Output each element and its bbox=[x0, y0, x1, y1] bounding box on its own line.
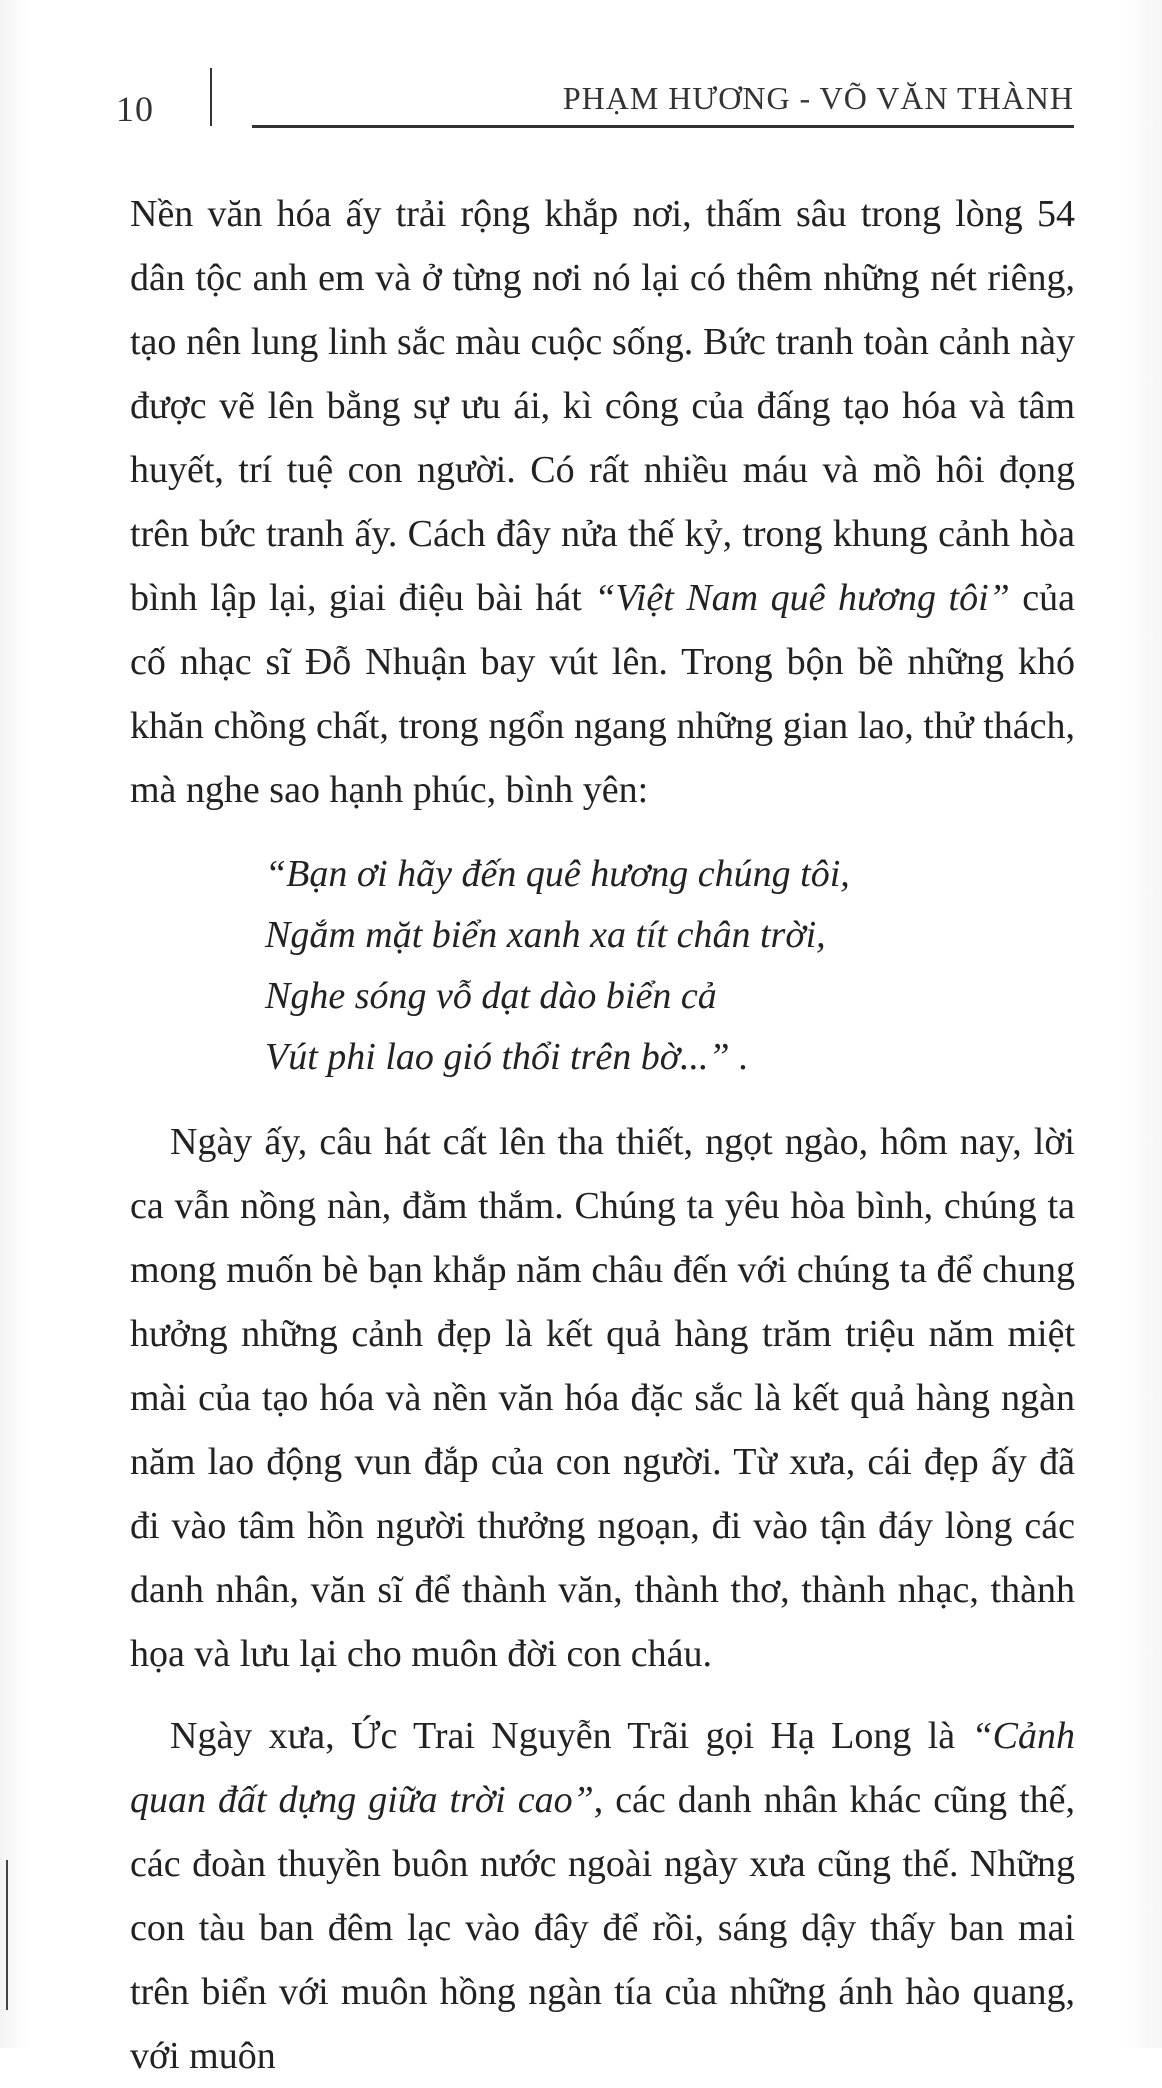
paragraph-3-tail: , các danh nhân khác cũng thế, các đoàn thuyền buôn nước ngoài ngày xưa cũng thế. Những con tàu ban đêm lạc vào đây để rồi, sáng dậy thấy ban mai trên biển với muôn hồng ngàn tía của những ánh hào quang, với muôn bbox=[130, 1779, 1075, 2077]
header-rule bbox=[252, 125, 1074, 128]
spacer bbox=[130, 822, 1075, 844]
spacer bbox=[130, 1088, 1075, 1110]
poem-line: “Bạn ơi hãy đến quê hương chúng tôi, bbox=[265, 853, 850, 895]
poem-quote bbox=[130, 844, 1075, 1088]
paragraph-1-text: Nền văn hóa ấy trải rộng khắp nơi, thấm sâu trong lòng 54 dân tộc anh em và ở từng nơi nó lại có thêm những nét riêng, tạo nên lung linh sắc màu cuộc sống. Bức tranh toàn cảnh này được vẽ lên bằng sự ưu ái, kì công của đấng tạo hóa và tâm huyết, trí tuệ con người. Có rất nhiều máu và mồ hôi đọng trên bức tranh ấy. Cách đây nửa thế kỷ, trong khung cảnh hòa bình lập lại, giai điệu bài hát bbox=[130, 193, 1075, 619]
page-number: 10 bbox=[116, 89, 154, 129]
running-head: PHẠM HƯƠNG - VÕ VĂN THÀNH bbox=[562, 80, 1074, 116]
quote-title: “Cảnh quan đất dựng giữa trời cao” bbox=[130, 1715, 1075, 1821]
header-divider bbox=[210, 68, 212, 126]
body-text bbox=[130, 182, 1075, 2088]
spacer bbox=[130, 1686, 1075, 1704]
poem-line: Ngắm mặt biển xanh xa tít chân trời, bbox=[265, 914, 826, 956]
song-title: “Việt Nam quê hương tôi” bbox=[594, 577, 1010, 619]
page-header bbox=[0, 0, 1162, 140]
paragraph-1 bbox=[130, 182, 1075, 822]
paragraph-2 bbox=[130, 1110, 1075, 1686]
poem-line: Vút phi lao gió thổi trên bờ...” . bbox=[265, 1036, 749, 1078]
poem-line: Nghe sóng vỗ dạt dào biển cả bbox=[265, 975, 717, 1017]
paragraph-1-tail: của cố nhạc sĩ Đỗ Nhuận bay vút lên. Trong bộn bề những khó khăn chồng chất, trong ngổn ngang những gian lao, thử thách, mà nghe sao hạnh phúc, bình yên: bbox=[130, 577, 1076, 811]
paragraph-3-text: Ngày xưa, Ức Trai Nguyễn Trãi gọi Hạ Long là bbox=[170, 1715, 972, 1757]
page-edge-mark bbox=[6, 1860, 8, 2010]
paragraph-3 bbox=[130, 1704, 1075, 2088]
paragraph-2-text: Ngày ấy, câu hát cất lên tha thiết, ngọt ngào, hôm nay, lời ca vẫn nồng nàn, đằm thắm. Chúng ta yêu hòa bình, chúng ta mong muốn bè bạn khắp năm châu đến với chúng ta để chung hưởng những cảnh đẹp là kết quả hàng trăm triệu năm miệt mài của tạo hóa và nền văn hóa đặc sắc là kết quả hàng ngàn năm lao động vun đắp của con người. Từ xưa, cái đẹp ấy đã đi vào tâm hồn người thưởng ngoạn, đi vào tận đáy lòng các danh nhân, văn sĩ để thành văn, thành thơ, thành nhạc, thành họa và lưu lại cho muôn đời con cháu. bbox=[130, 1121, 1075, 1675]
